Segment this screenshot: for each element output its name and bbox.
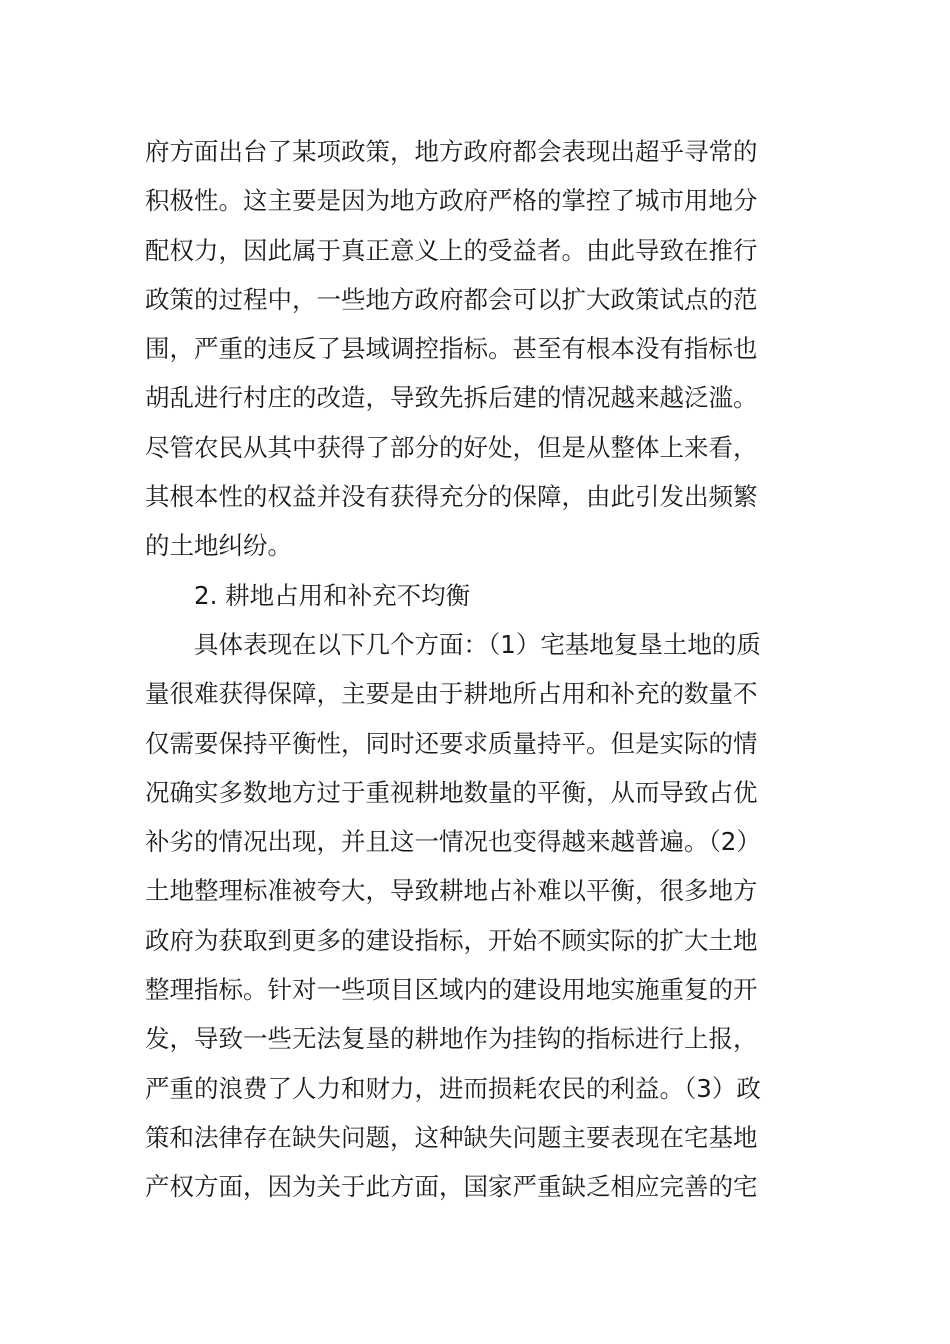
section-heading: 2. 耕地占用和补充不均衡 — [194, 580, 471, 610]
text-line: 其根本性的权益并没有获得充分的保障，由此引发出频繁 — [145, 482, 758, 512]
text-line: 政府为获取到更多的建设指标，开始不顾实际的扩大土地 — [145, 925, 758, 955]
text-line: 仅需要保持平衡性，同时还要求质量持平。但是实际的情 — [145, 728, 758, 758]
text-line: 严重的浪费了人力和财力，进而损耗农民的利益。（3）政 — [145, 1073, 761, 1103]
text-line: 配权力，因此属于真正意义上的受益者。由此导致在推行 — [145, 235, 758, 265]
text-line: 府方面出台了某项政策，地方政府都会表现出超乎寻常的 — [145, 137, 758, 166]
text-line: 积极性。这主要是因为地方政府严格的掌控了城市用地分 — [145, 186, 758, 216]
text-line: 具体表现在以下几个方面：（1）宅基地复垦土地的质 — [194, 629, 761, 659]
document-body — [145, 127, 805, 1212]
text-line: 整理指标。针对一些项目区域内的建设用地实施重复的开 — [145, 975, 758, 1005]
text-line: 量很难获得保障，主要是由于耕地所占用和补充的数量不 — [145, 679, 758, 709]
text-line: 政策的过程中，一些地方政府都会可以扩大政策试点的范 — [145, 284, 758, 314]
text-line: 发，导致一些无法复垦的耕地作为挂钩的指标进行上报， — [145, 1024, 758, 1054]
text-line: 况确实多数地方过于重视耕地数量的平衡，从而导致占优 — [145, 777, 758, 807]
text-line: 的土地纠纷。 — [145, 531, 292, 561]
paragraph-continued — [145, 127, 805, 571]
text-line: 胡乱进行村庄的改造，导致先拆后建的情况越来越泛滥。 — [145, 383, 758, 413]
text-line: 策和法律存在缺失问题，这种缺失问题主要表现在宅基地 — [145, 1122, 758, 1152]
text-line: 土地整理标准被夸大，导致耕地占补难以平衡，很多地方 — [145, 876, 758, 906]
text-line: 产权方面，因为关于此方面，国家严重缺乏相应完善的宅 — [145, 1172, 758, 1202]
text-line: 补劣的情况出现，并且这一情况也变得越来越普遍。（2） — [145, 827, 761, 857]
paragraph-details — [145, 620, 805, 1212]
text-line: 围，严重的违反了县域调控指标。甚至有根本没有指标也 — [145, 334, 758, 364]
text-line: 尽管农民从其中获得了部分的好处，但是从整体上来看， — [145, 432, 758, 462]
